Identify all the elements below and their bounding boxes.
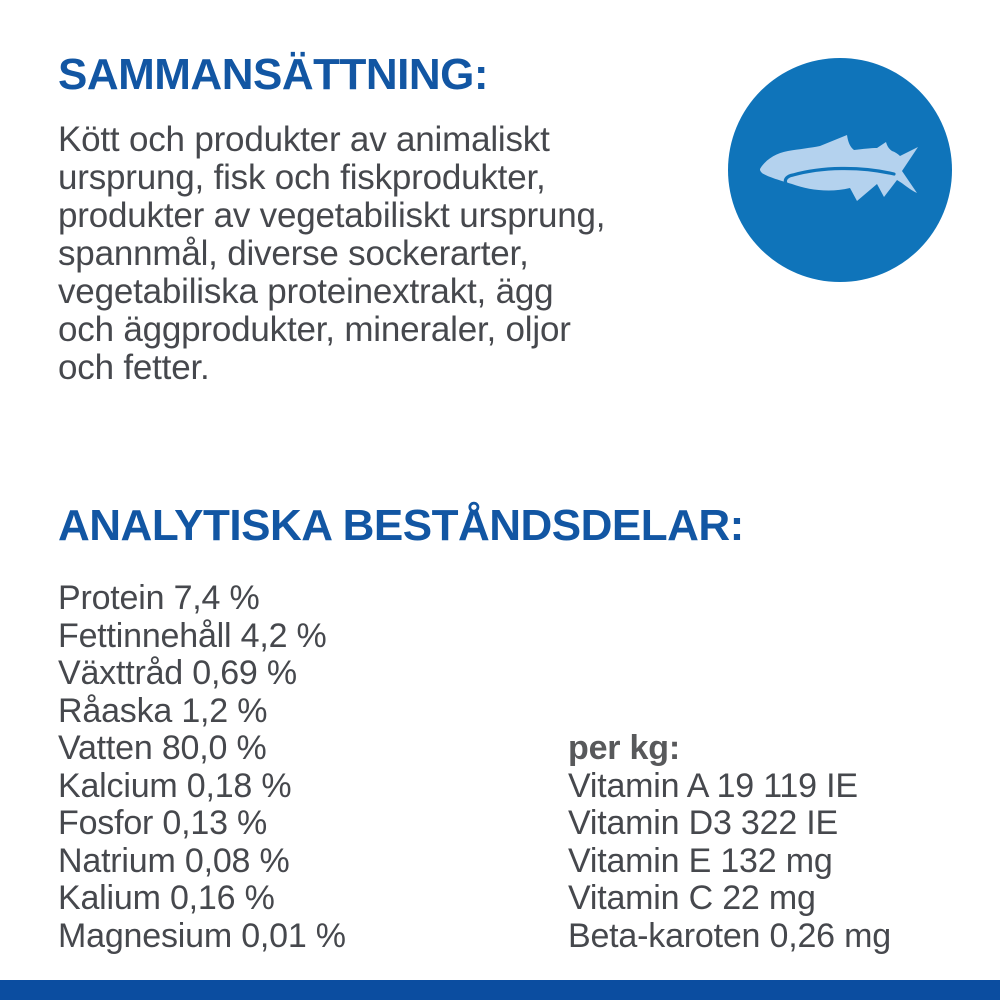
nutrient-list bbox=[58, 580, 346, 955]
vitamin-row: Vitamin A 19 119 IE bbox=[568, 766, 858, 805]
nutrient-row: Växttråd 0,69 % bbox=[58, 654, 297, 692]
composition-heading: SAMMANSÄTTNING: bbox=[58, 50, 489, 99]
composition-line: spannmål, diverse sockerarter, bbox=[58, 234, 529, 273]
composition-paragraph bbox=[58, 121, 605, 387]
nutrient-row: Fosfor 0,13 % bbox=[58, 804, 268, 842]
composition-line: Kött och produkter av animaliskt bbox=[58, 120, 550, 159]
vitamin-row: Beta-karoten 0,26 mg bbox=[568, 916, 891, 955]
fish-icon bbox=[758, 134, 922, 206]
composition-line: och äggprodukter, mineraler, oljor bbox=[58, 310, 571, 349]
nutrient-row: Råaska 1,2 % bbox=[58, 691, 268, 730]
composition-line: ursprung, fisk och fiskprodukter, bbox=[58, 158, 546, 197]
nutrient-row: Fettinnehåll 4,2 % bbox=[58, 616, 327, 655]
composition-line: produkter av vegetabiliskt ursprung, bbox=[58, 196, 606, 235]
composition-line: vegetabiliska proteinextrakt, ägg bbox=[58, 272, 554, 311]
nutrient-row: Kalium 0,16 % bbox=[58, 879, 275, 917]
vitamin-row: Vitamin C 22 mg bbox=[568, 879, 816, 917]
nutrient-row: Vatten 80,0 % bbox=[58, 729, 267, 767]
per-kg-label: per kg: bbox=[568, 729, 680, 767]
fish-badge-circle bbox=[728, 58, 952, 282]
analysis-heading: ANALYTISKA BESTÅNDSDELAR: bbox=[58, 501, 744, 550]
nutrient-row: Natrium 0,08 % bbox=[58, 841, 290, 880]
nutrient-row: Kalcium 0,18 % bbox=[58, 766, 292, 805]
vitamin-row: Vitamin D3 322 IE bbox=[568, 804, 839, 842]
nutrient-row: Protein 7,4 % bbox=[58, 579, 260, 617]
composition-line: och fetter. bbox=[58, 348, 210, 387]
nutrient-row: Magnesium 0,01 % bbox=[58, 916, 346, 955]
bottom-brand-bar bbox=[0, 980, 1000, 1000]
vitamin-row: Vitamin E 132 mg bbox=[568, 841, 833, 880]
per-kg-block bbox=[568, 730, 891, 955]
